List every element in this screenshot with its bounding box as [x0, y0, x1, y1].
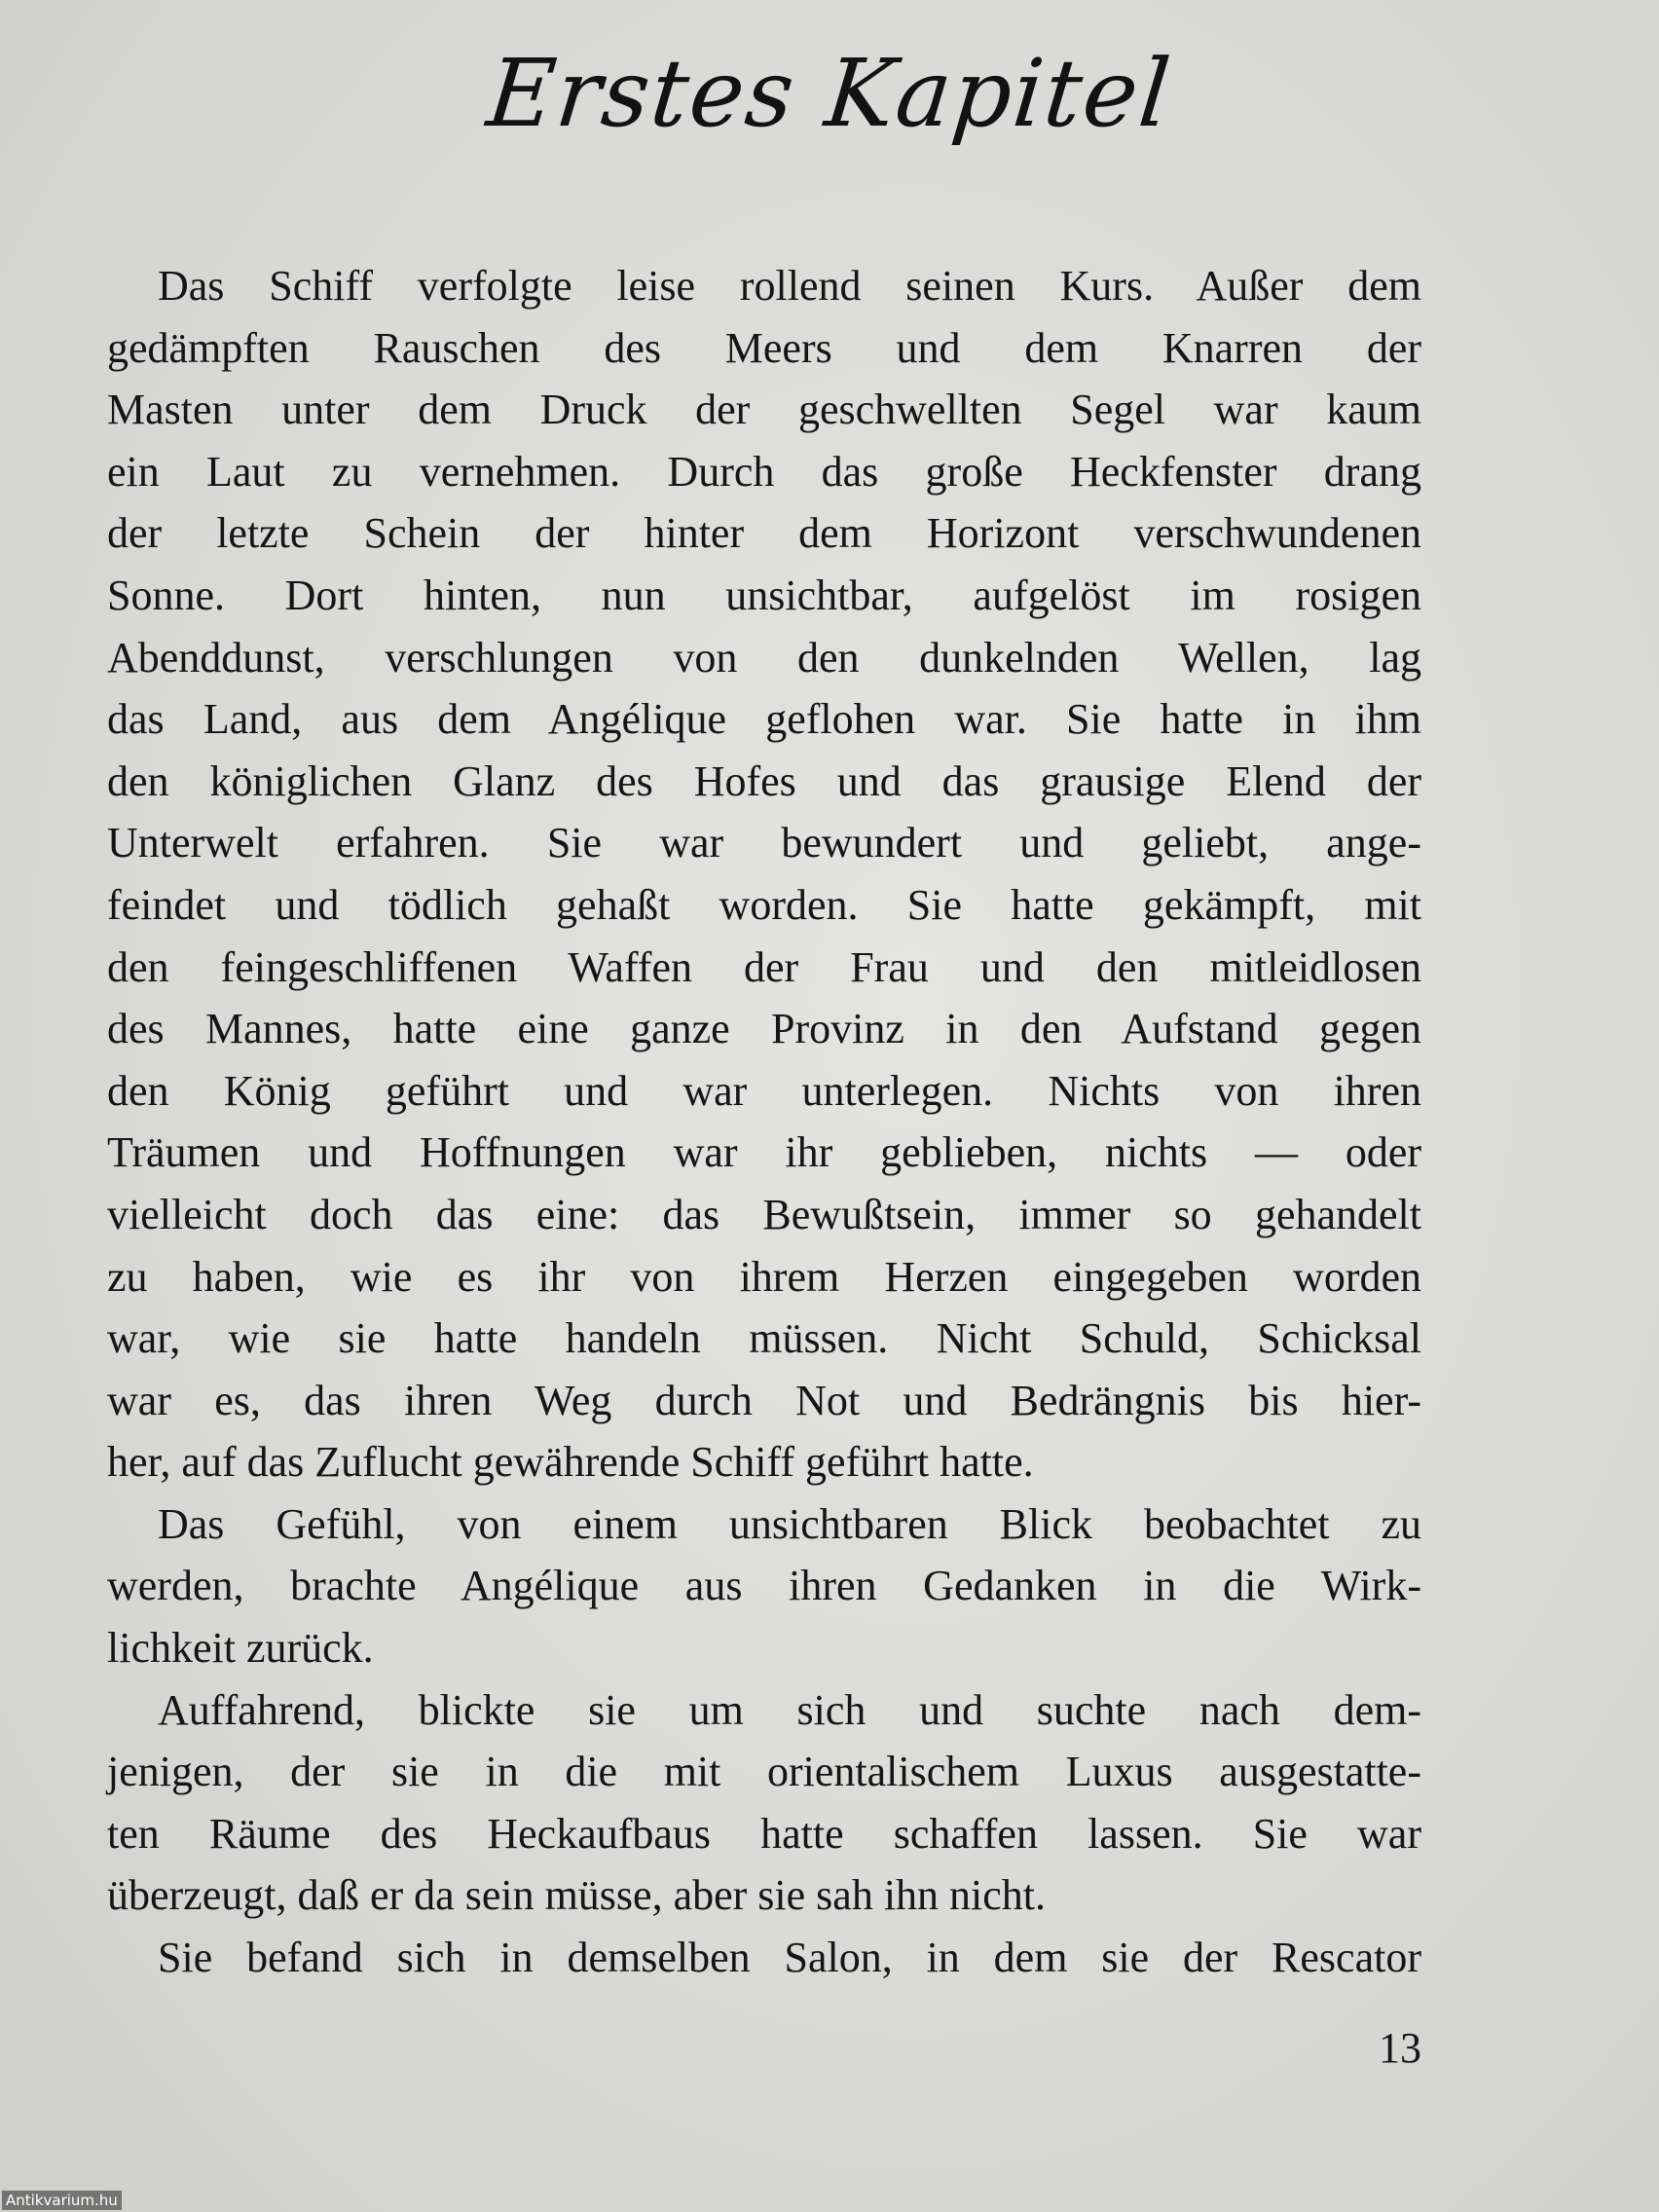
text-line: Sie befand sich in demselben Salon, in dem sie der Rescator [158, 1934, 1421, 1982]
text-line: Unterwelt erfahren. Sie war bewundert und geliebt, ange- [107, 819, 1421, 867]
text-line: war es, das ihren Weg durch Not und Bedrängnis bis hier- [107, 1376, 1421, 1424]
text-line: den königlichen Glanz des Hofes und das grausige Elend der [107, 756, 1421, 805]
chapter-title: Erstes Kapitel [482, 39, 1177, 148]
text-line: Auffahrend, blickte sie um sich und suchte nach dem- [158, 1685, 1421, 1734]
text-line: her, auf das Zuflucht gewährende Schiff geführt hatte. [107, 1438, 1034, 1487]
text-line: war, wie sie hatte handeln müssen. Nicht Schuld, Schicksal [107, 1314, 1421, 1363]
text-line: feindet und tödlich gehaßt worden. Sie hatte gekämpft, mit [107, 880, 1421, 929]
text-line: den König geführt und war unterlegen. Nichts von ihren [107, 1066, 1421, 1115]
text-line: Das Schiff verfolgte leise rollend seinen Kurs. Außer dem [158, 262, 1421, 310]
text-line: Sonne. Dort hinten, nun unsichtbar, aufgelöst im rosigen [107, 571, 1421, 619]
text-line: das Land, aus dem Angélique geflohen war. Sie hatte in ihm [107, 695, 1421, 744]
text-line: jenigen, der sie in die mit orientalischem Luxus ausgestatte- [107, 1748, 1421, 1796]
text-line: gedämpften Rauschen des Meers und dem Knarren der [107, 323, 1421, 372]
text-line: überzeugt, daß er da sein müsse, aber sie sah ihn nicht. [107, 1871, 1047, 1920]
text-line: Masten unter dem Druck der geschwellten Segel war kaum [107, 386, 1421, 434]
text-line: werden, brachte Angélique aus ihren Gedanken in die Wirk- [107, 1562, 1421, 1610]
text-line: Das Gefühl, von einem unsichtbaren Blick beobachtet zu [158, 1499, 1421, 1548]
text-line: Abenddunst, verschlungen von den dunkelnden Wellen, lag [107, 633, 1421, 682]
page-number: 13 [1379, 2024, 1421, 2072]
text-line: lichkeit zurück. [107, 1624, 374, 1673]
paragraph-4 [107, 1927, 1421, 1989]
body-text [107, 255, 1421, 1989]
paragraph-2 [107, 1493, 1421, 1679]
text-line: vielleicht doch das eine: das Bewußtsein, immer so gehandelt [107, 1190, 1421, 1238]
text-line: Träumen und Hoffnungen war ihr geblieben, nichts — oder [107, 1128, 1421, 1177]
text-line: zu haben, wie es ihr von ihrem Herzen eingegeben worden [107, 1252, 1421, 1301]
text-line: ten Räume des Heckaufbaus hatte schaffen lassen. Sie war [107, 1809, 1421, 1858]
text-line: ein Laut zu vernehmen. Durch das große Heckfenster drang [107, 447, 1421, 496]
paragraph-3 [107, 1679, 1421, 1927]
paragraph-1 [107, 255, 1421, 1493]
text-line: der letzte Schein der hinter dem Horizont verschwundenen [107, 509, 1421, 558]
text-line: des Mannes, hatte eine ganze Provinz in den Aufstand gegen [107, 1005, 1421, 1053]
watermark-label: Antikvarium.hu [2, 2191, 122, 2210]
text-line: den feingeschliffenen Waffen der Frau und den mitleidlosen [107, 942, 1421, 991]
